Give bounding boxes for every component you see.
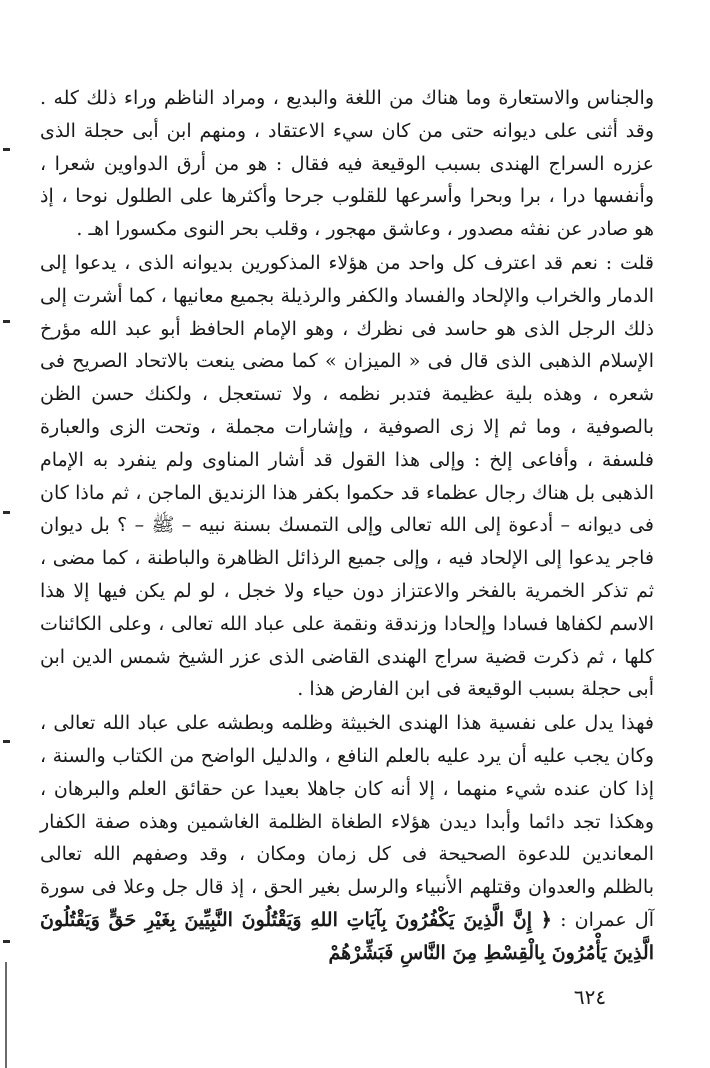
margin-mark: [3, 511, 10, 514]
paragraph-3-text: فهذا يدل على نفسية هذا الهندى الخبيثة وظلمه وبطشه على عباد الله تعالى ، وكان يجب عليه أن يرد عليه بالعلم النافع ، والدليل الواضح من الكتاب والسنة ، إذا كان عنده شيء منهما ، إلا أنه كان جاهلا بعيدا عن حقائق العلم والبرهان ، وهكذا تجد دائما وأبدا ديدن هؤلاء الطغاة الظلمة الغاشمين وهذه صفة الكفار المعاندين للدعوة الصحيحة فى كل زمان ومكان ، وقد وصفهم الله تعالى بالظلم والعدوان وقتلهم الأنبياء والرسل بغير الحق ، إذ قال جل وعلا فى سورة آل عمران :: [40, 712, 654, 931]
margin-mark: [3, 320, 10, 323]
page-number: ٦٢٤: [573, 985, 607, 1009]
quran-verse: ﴿ إِنَّ الَّذِينَ يَكْفُرُونَ بِآيَاتِ اللهِ وَيَقْتُلُونَ النَّبِيِّينَ بِغَيْرِ حَقٍّ وَيَقْتُلُونَ الَّذِينَ يَأْمُرُونَ بِالْقِسْطِ مِنَ النَّاسِ فَبَشِّرْهُمْ: [40, 908, 654, 964]
paragraph-2: قلت : نعم قد اعترف كل واحد من هؤلاء المذكورين بديوانه الذى ، يدعوا إلى الدمار والخراب والإلحاد والفساد والكفر والرذيلة بجميع معانيها ، كما أشرت إلى ذلك الرجل الذى هو حاسد فى نظرك ، وهو الإمام الحافظ أبو عبد الله مؤرخ الإسلام الذهبى الذى قال فى « الميزان » كما مضى ينعت بالاتحاد الصريح فى شعره ، وهذه بلية عظيمة فتدبر نظمه ، ولا تستعجل ، ولكنك حسن الظن بالصوفية ، وما ثم إلا زى الصوفية ، وإشارات مجملة ، وتحت الزى والعبارة فلسفة ، وأفاعى إلخ : وإلى هذا القول قد أشار المناوى ولم ينفرد به الإمام الذهبى بل هناك رجال عظماء قد حكموا بكفر هذا الزنديق الماجن ، ثم ماذا كان فى ديوانه – أدعوة إلى الله تعالى وإلى التمسك بسنة نبيه – ﷺ – ؟ بل ديوان فاجر يدعوا إلى الإلحاد فيه ، وإلى جميع الرذائل الظاهرة والباطنة ، كما مضى ، ثم تذكر الخمرية بالفخر والاعتزاز دون حياء ولا خجل ، لو لم يكن فيها إلا هذا الاسم لكفاها فسادا وإلحادا وزندقة ونقمة على عباد الله تعالى ، وعلى الكائنات كلها ، ثم ذكرت قضية سراج الهندى القاضى الذى عزر الشيخ شمس الدين ابن أبى حجلة بسبب الوقيعة فى ابن الفارض هذا .: [40, 251, 654, 701]
margin-mark: [3, 940, 10, 943]
margin-mark: [3, 148, 10, 151]
paragraph-1: والجناس والاستعارة وما هناك من اللغة والبديع ، ومراد الناظم وراء ذلك كله . وقد أثنى على ديوانه حتى من كان سيء الاعتقاد ، ومنهم ابن أبى حجلة الذى عزره السراج الهندى بسبب الوقيعة فيه فقال : هو من أرق الدواوين شعرا ، وأنفسها درا ، برا وبحرا وأسرعها للقلوب جرحا وأكثرها على الطلول نوحا ، إذ هو صادر عن نفثه مصدور ، وعاشق مهجور ، وقلب بحر النوى مكسورا اهـ .: [40, 87, 654, 241]
page-text: [40, 82, 654, 970]
scan-edge-line: [5, 962, 7, 1068]
margin-mark: [3, 740, 10, 743]
paragraph-3: [40, 707, 654, 969]
